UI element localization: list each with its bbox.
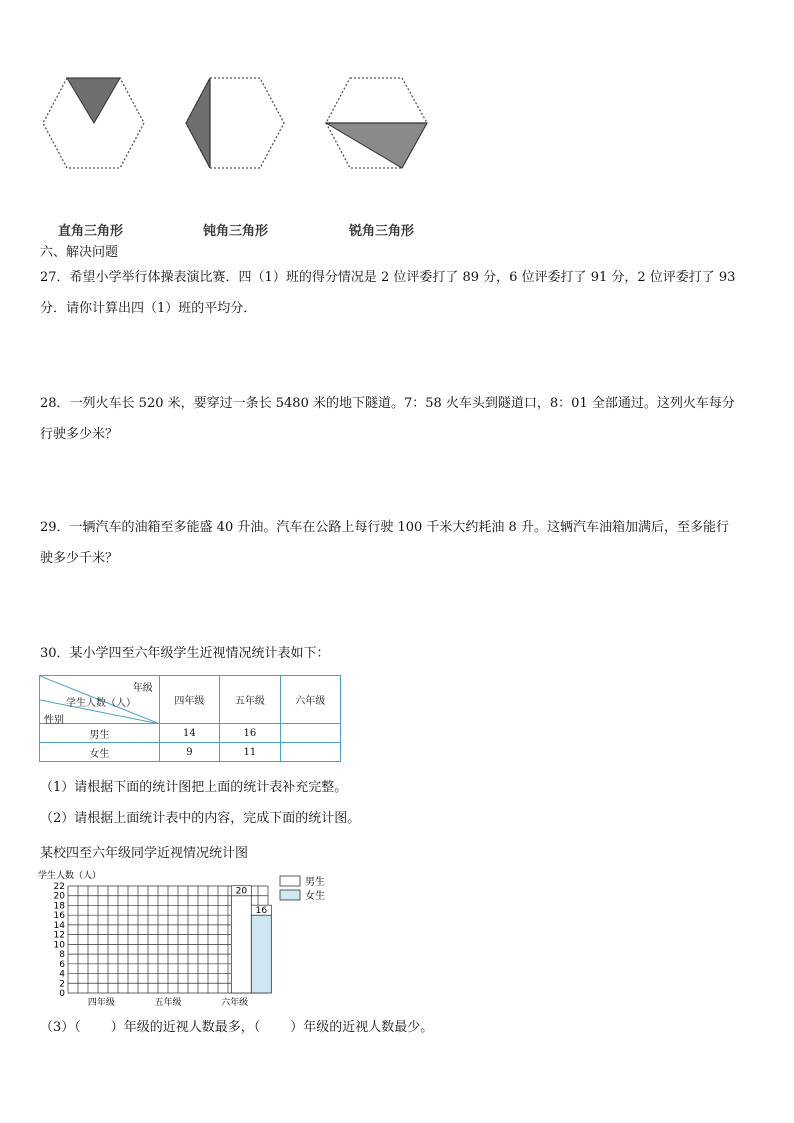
y-tick-label: 4 xyxy=(59,969,65,980)
hexagon-right-triangle xyxy=(43,78,144,168)
chart-y-ticks xyxy=(54,882,66,999)
chart-title: 某校四至六年级同学近视情况统计图 xyxy=(40,846,249,861)
caption-right-triangle: 直角三角形 xyxy=(58,224,124,239)
legend-swatch xyxy=(280,876,300,886)
section-title: 六、解决问题 xyxy=(40,245,119,260)
hexagon-acute-triangle xyxy=(326,78,427,168)
q30-part1: （1）请根据下面的统计图把上面的统计表补充完整。 xyxy=(40,780,348,795)
q27-line2: 分．请你计算出四（1）班的平均分． xyxy=(40,301,257,316)
y-tick-label: 8 xyxy=(59,950,65,961)
y-tick-label: 10 xyxy=(53,940,65,951)
table-cell: 11 xyxy=(220,743,280,762)
header-gender-label: 性别 xyxy=(44,715,64,726)
y-tick-label: 18 xyxy=(53,901,65,912)
y-tick-label: 14 xyxy=(53,920,65,931)
q30-part2: （2）请根据上面统计表中的内容，完成下面的统计图。 xyxy=(40,811,361,826)
data-label: 20 xyxy=(235,886,248,897)
table-row xyxy=(40,724,341,743)
header-count-label: 学生人数（人） xyxy=(66,698,136,709)
y-tick-label: 22 xyxy=(53,882,65,892)
column-header: 五年级 xyxy=(220,676,280,724)
q28-line1: 28．一列火车长 520 米，要穿过一条长 5480 米的地下隧道。7：58 火车头到隧道口，8：01 全部通过。这列火车每分 xyxy=(40,396,735,411)
table-cell: 14 xyxy=(159,724,219,743)
chart-legend xyxy=(280,875,325,902)
x-tick-label: 五年级 xyxy=(154,998,182,1008)
q28-line2: 行驶多少米？ xyxy=(40,427,119,442)
x-tick-label: 六年级 xyxy=(221,998,249,1008)
header-grade-label: 年级 xyxy=(132,683,153,694)
legend-label: 男生 xyxy=(305,877,325,888)
table-cell-blank[interactable] xyxy=(280,743,340,762)
myopia-bar-chart xyxy=(30,866,350,1010)
q29-line2: 驶多少千米？ xyxy=(40,551,119,566)
caption-acute-triangle: 锐角三角形 xyxy=(349,224,415,239)
q27-line1: 27．希望小学举行体操表演比赛．四（1）班的得分情况是 2 位评委打了 89 分，6 位评委打了 91 分，2 位评委打了 93 xyxy=(40,270,736,285)
q30-part3 xyxy=(40,1020,433,1036)
x-tick-label: 四年级 xyxy=(87,998,115,1008)
table-header-diagonal-cell xyxy=(40,676,160,724)
table-cell: 9 xyxy=(159,743,219,762)
q29-line1: 29．一辆汽车的油箱至多能盛 40 升油。汽车在公路上每行驶 100 千米大约耗油 8 升。这辆汽车油箱加满后，至多能行 xyxy=(40,520,729,535)
table-cell: 16 xyxy=(220,724,280,743)
bar-boys xyxy=(231,896,251,993)
column-header: 四年级 xyxy=(159,676,219,724)
q30-part3-b: ）年级的近视人数最多，（ xyxy=(110,1020,261,1035)
column-header: 六年级 xyxy=(280,676,340,724)
legend-label: 女生 xyxy=(305,891,325,902)
stats-table xyxy=(39,675,341,762)
row-label: 女生 xyxy=(40,743,160,762)
chart-bars xyxy=(231,886,271,993)
q30-part3-c: ）年级的近视人数最少。 xyxy=(290,1020,434,1035)
y-tick-label: 0 xyxy=(59,989,65,999)
legend-swatch xyxy=(280,890,300,900)
table-row xyxy=(40,743,341,762)
q30-part3-a: （3）（ xyxy=(40,1020,81,1035)
q30-intro: 30．某小学四至六年级学生近视情况统计表如下： xyxy=(40,646,330,661)
y-axis-label: 学生人数（人） xyxy=(38,871,102,881)
y-tick-label: 6 xyxy=(59,959,65,970)
y-tick-label: 16 xyxy=(53,911,65,922)
y-tick-label: 20 xyxy=(53,891,65,902)
row-label: 男生 xyxy=(40,724,160,743)
y-tick-label: 12 xyxy=(53,930,65,941)
hexagon-obtuse-triangle xyxy=(186,78,284,168)
hexagon-figures xyxy=(30,70,450,175)
y-tick-label: 2 xyxy=(59,979,65,990)
caption-obtuse-triangle: 钝角三角形 xyxy=(203,224,269,239)
table-cell-blank[interactable] xyxy=(280,724,340,743)
chart-x-labels xyxy=(88,996,248,1008)
data-label: 16 xyxy=(255,906,268,917)
bar-girls xyxy=(251,915,271,993)
